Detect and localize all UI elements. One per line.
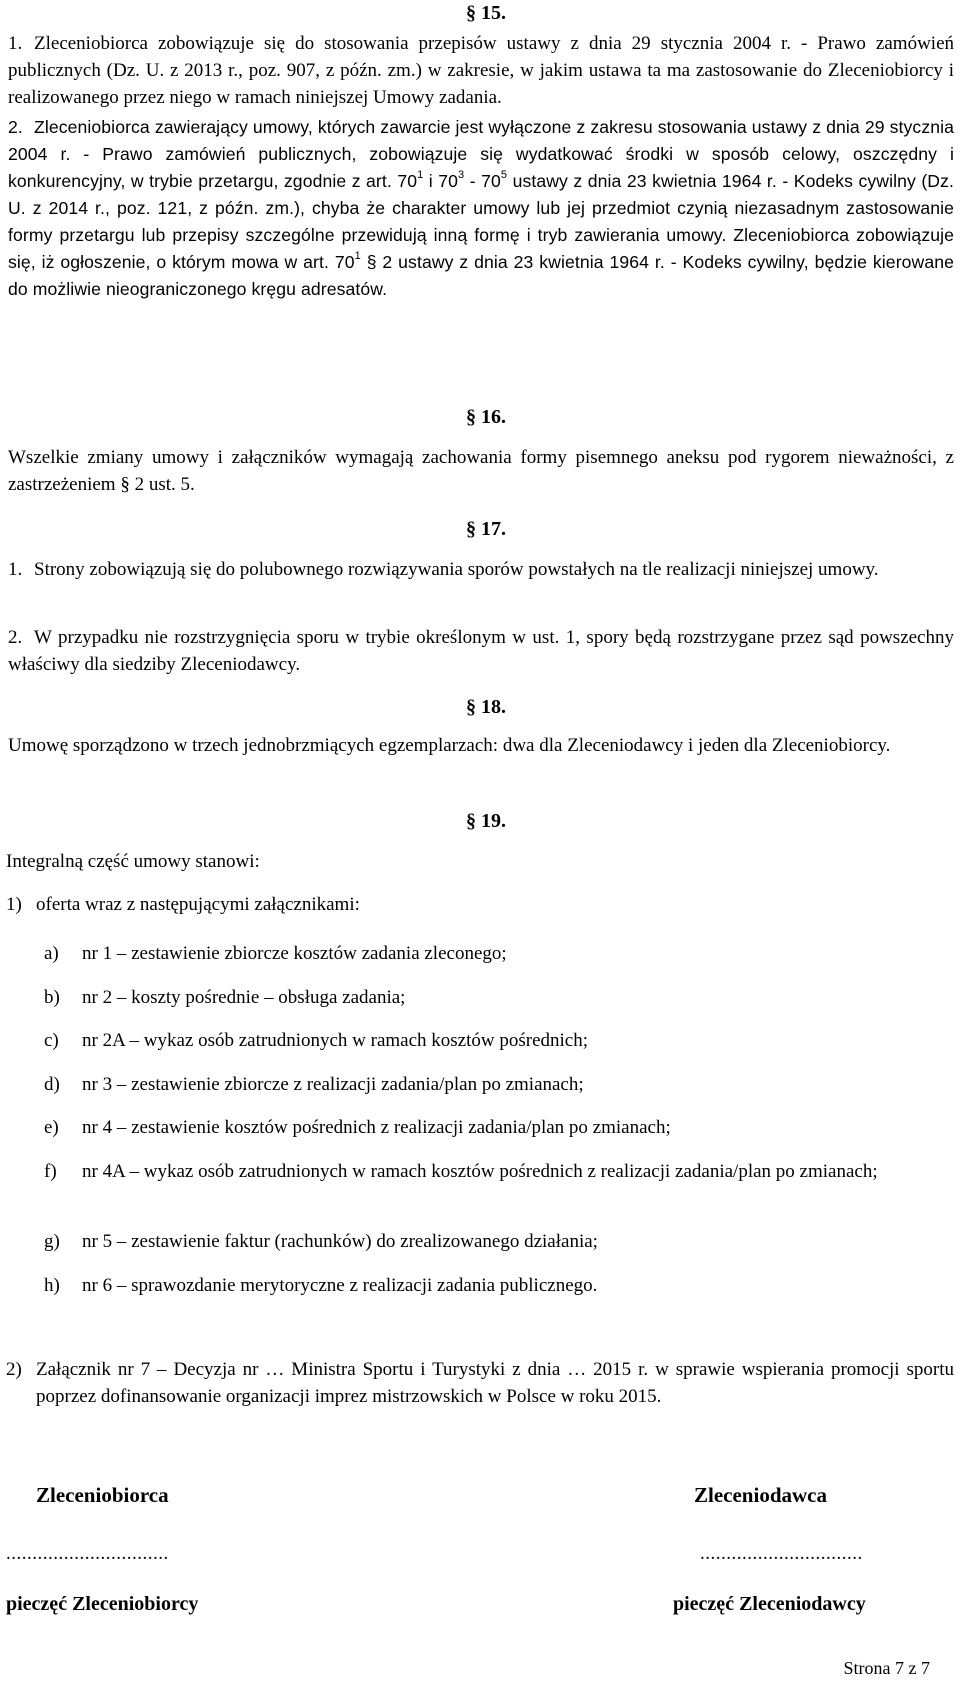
paragraph-15-1 <box>8 30 954 111</box>
attachment-label: c) <box>44 1030 59 1051</box>
stamp-label-right: pieczęć Zleceniodawcy <box>673 1593 866 1615</box>
section-heading-18: § 18. <box>466 696 506 718</box>
attachment-label: d) <box>44 1074 60 1095</box>
paragraph-18: Umowę sporządzono w trzech jednobrzmiących egzemplarzach: dwa dla Zleceniodawcy i jeden dla Zleceniobiorcy. <box>8 735 891 756</box>
attachment-item <box>44 1114 952 1141</box>
paragraph-16: Wszelkie zmiany umowy i załączników wymagają zachowania formy pisemnego aneksu pod rygorem nieważności, z zastrzeżeniem § 2 ust. 5. <box>8 447 954 495</box>
signature-line-left: ............................... <box>6 1543 169 1564</box>
attachment-item <box>44 1272 952 1299</box>
stamp-label-left: pieczęć Zleceniobiorcy <box>6 1593 199 1615</box>
paragraph-text: Zleceniobiorca zawierający umowy, których zawarcie jest wyłączone z zakresu stosowania ustawy z dnia 29 stycznia 2004 r. - Prawo zamówień publicznych, zobowiązuje się wydatkować środki w sposób celowy, oszczędny i konkurencyjny, w trybie przetargu, zgodnie z art. $70^1$ i $70^3 - 70^5$ ustawy z dnia 23 kwietnia 1964 r. - Kodeks cywilny (Dz. U. z 2014 r., poz. 121, z późn. zm.), chyba że charakter umowy lub jej przedmiot czynią niezasadnym zastosowanie formy przetargu lub przepisy szczególne przewidują inną formę i tryb zawierania umowy. Zleceniobiorca zobowiązuje się, iż ogłoszenie, o którym mowa w art. $70^1$ § 2 ustawy z dnia 23 kwietnia 1964 r. - Kodeks cywilny, będzie kierowane do możliwie nieograniczonego kręgu adresatów. <box>8 117 954 299</box>
signature-line-right: ............................... <box>700 1543 863 1564</box>
list-text: oferta wraz z następującymi załącznikami: <box>36 894 360 915</box>
attachment-text: nr 5 – zestawienie faktur (rachunków) do zrealizowanego działania; <box>82 1231 598 1252</box>
list-text: Załącznik nr 7 – Decyzja nr … Ministra Sportu i Turystyki z dnia … 2015 r. w sprawie wspierania promocji sportu poprzez dofinansowanie organizacji imprez mistrzowskich w Polsce w roku 2015. <box>36 1359 954 1407</box>
page-number-footer: Strona 7 z 7 <box>843 1658 930 1678</box>
paragraph-17-2 <box>8 624 954 678</box>
section-heading-16: § 16. <box>466 406 506 428</box>
attachment-item <box>44 940 952 967</box>
section-heading-15: § 15. <box>466 2 506 24</box>
attachment-text: nr 2A – wykaz osób zatrudnionych w ramach kosztów pośrednich; <box>82 1030 589 1051</box>
paragraph-15-2 <box>8 114 954 303</box>
attachment-label: h) <box>44 1275 60 1296</box>
attachment-text: nr 3 – zestawienie zbiorcze z realizacji zadania/plan po zmianach; <box>82 1074 584 1095</box>
list-number: 1) <box>6 894 22 915</box>
paragraph-number: 2. <box>8 117 23 137</box>
attachment-text: nr 6 – sprawozdanie merytoryczne z realizacji zadania publicznego. <box>82 1275 598 1296</box>
attachment-text: nr 2 – koszty pośrednie – obsługa zadania; <box>82 987 406 1008</box>
attachment-item <box>44 984 952 1011</box>
paragraph-text: W przypadku nie rozstrzygnięcia sporu w trybie określonym w ust. 1, spory będą rozstrzygane przez sąd powszechny właściwy dla siedziby Zleceniodawcy. <box>8 627 954 675</box>
attachment-label: a) <box>44 943 59 964</box>
list-number: 2) <box>6 1359 22 1380</box>
attachment-text: nr 1 – zestawienie zbiorcze kosztów zadania zleconego; <box>82 943 507 964</box>
attachment-item <box>44 1027 952 1054</box>
paragraph-number: 1. <box>8 33 23 54</box>
attachment-item <box>44 1158 952 1185</box>
attachment-item <box>44 1228 952 1255</box>
attachment-item <box>44 1071 952 1098</box>
attachment-label: e) <box>44 1117 59 1138</box>
attachment-label: g) <box>44 1231 60 1252</box>
attachment-label: f) <box>44 1161 57 1182</box>
attachment-text: nr 4 – zestawienie kosztów pośrednich z realizacji zadania/plan po zmianach; <box>82 1117 671 1138</box>
paragraph-text: Strony zobowiązują się do polubownego rozwiązywania sporów powstałych na tle realizacji niniejszej umowy. <box>34 559 879 580</box>
signature-title-right: Zleceniodawca <box>694 1483 827 1507</box>
paragraph-number: 1. <box>8 559 23 580</box>
paragraph-text: Zleceniobiorca zobowiązuje się do stosowania przepisów ustawy z dnia 29 stycznia 2004 r. - Prawo zamówień publicznych (Dz. U. z 2013 r., poz. 907, z późn. zm.) w zakresie, w jakim ustawa ta ma zastosowanie do Zleceniobiorcy i realizowanego przez niego w ramach niniejszej Umowy zadania. <box>8 33 954 108</box>
list-item-1 <box>6 891 952 918</box>
paragraph-number: 2. <box>8 627 23 648</box>
signature-title-left: Zleceniobiorca <box>36 1483 169 1507</box>
section-heading-19: § 19. <box>466 810 506 832</box>
section-heading-17: § 17. <box>466 518 506 540</box>
paragraph-19-intro: Integralną część umowy stanowi: <box>6 851 260 872</box>
attachment-label: b) <box>44 987 60 1008</box>
paragraph-17-1 <box>8 556 954 583</box>
attachment-text: nr 4A – wykaz osób zatrudnionych w ramach kosztów pośrednich z realizacji zadania/plan po zmianach; <box>82 1161 878 1182</box>
list-item-2 <box>6 1356 954 1410</box>
